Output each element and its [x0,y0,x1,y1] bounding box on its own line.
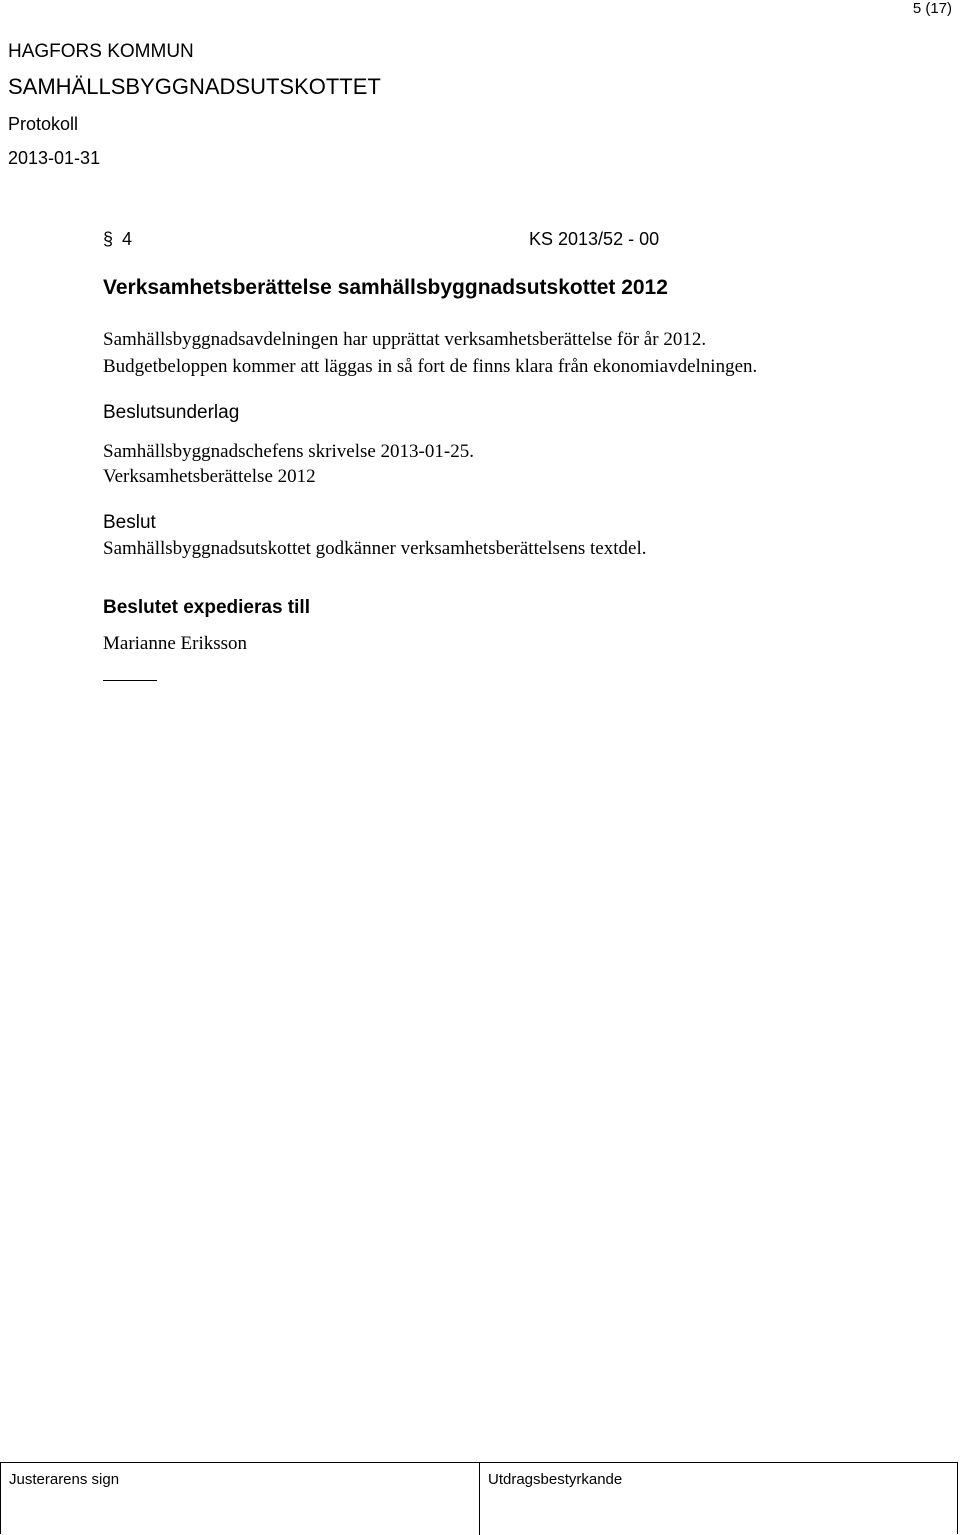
section-symbol: § [103,229,114,249]
organization-name: HAGFORS KOMMUN [8,41,194,62]
distribution-heading: Beslutet expedieras till [103,597,310,618]
item-title: Verksamhetsberättelse samhällsbyggnadsutskottet 2012 [103,276,668,299]
document-type: Protokoll [8,114,79,134]
case-number: KS 2013/52 - 00 [529,229,660,249]
end-rule [103,680,157,681]
paragraph-number-value: 4 [122,229,133,249]
description-line-2: Budgetbeloppen kommer att läggas in så fort de finns klara från ekonomiavdelningen. [103,356,758,377]
decision-text: Samhällsbyggnadsutskottet godkänner verksamhetsberättelsens textdel. [103,538,647,559]
basis-line-2: Verksamhetsberättelse 2012 [103,466,316,487]
document-date: 2013-01-31 [8,148,101,168]
description-line-1: Samhällsbyggnadsavdelningen har upprättat verksamhetsberättelse för år 2012. [103,329,707,350]
certification-box [480,1463,958,1535]
adjuster-signature-label: Justerarens sign [9,1471,120,1488]
certification-label: Utdragsbestyrkande [488,1471,623,1488]
paragraph-number [103,229,132,250]
adjuster-signature-box [1,1463,480,1535]
basis-line-1: Samhällsbyggnadschefens skrivelse 2013-01-25. [103,441,474,462]
committee-name: SAMHÄLLSBYGGNADSUTSKOTTET [8,74,381,99]
signature-footer [0,1462,958,1534]
basis-heading: Beslutsunderlag [103,402,240,423]
decision-heading: Beslut [103,512,156,533]
page-number: 5 (17) [912,0,952,17]
distribution-recipient: Marianne Eriksson [103,633,248,654]
